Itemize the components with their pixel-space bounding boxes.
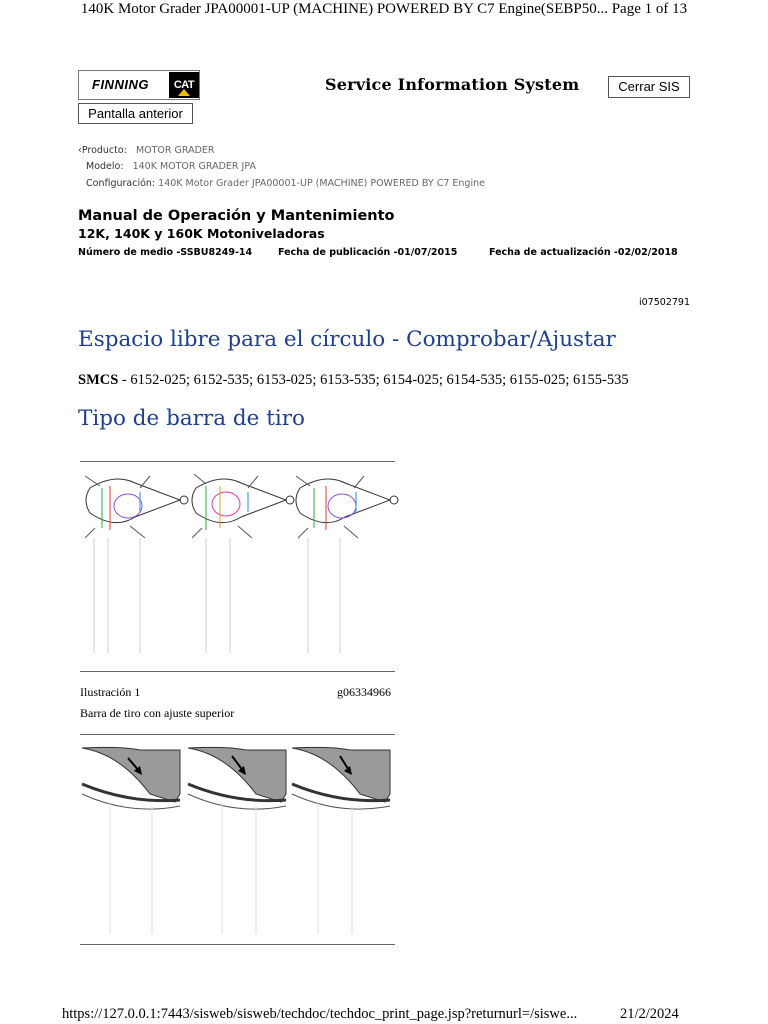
update-date: Fecha de actualización -02/02/2018 [489,247,678,258]
figure-top-rule [80,461,395,462]
previous-screen-button[interactable]: Pantalla anterior [78,103,193,124]
drawbar-illustration [80,468,395,668]
page-title: Espacio libre para el círculo - Comprobar/Ajustar [78,327,616,352]
figure-label: Ilustración 1 [80,685,141,699]
product-value: MOTOR GRADER [135,145,215,156]
cat-logo [169,72,199,98]
figure-bottom-rule [80,671,395,672]
chevron-left-icon: ‹ [78,145,82,156]
cat-logo-text: CAT [173,79,195,91]
figure-caption: Barra de tiro con ajuste superior [80,706,235,720]
close-sis-button[interactable]: Cerrar SIS [608,76,690,98]
config-value: 140K Motor Grader JPA00001-UP (MACHINE) POWERED BY C7 Engine [158,178,485,189]
manual-title: Manual de Operación y Mantenimiento [78,208,395,224]
config-label: Configuración: [86,178,156,189]
model-value: 140K MOTOR GRADER JPA [132,161,256,172]
smcs-codes [78,372,629,389]
publication-date: Fecha de publicación -01/07/2015 [278,247,458,258]
model-label: Modelo: [86,161,124,172]
figure2-top-rule [80,734,395,735]
smcs-values: - 6152-025; 6152-535; 6153-025; 6153-535; 6154-025; 6154-535; 6155-025; 6155-535 [118,372,629,388]
media-number: Número de medio -SSBU8249-14 [78,247,253,258]
figure2-bottom-rule [80,944,395,945]
circle-view-1 [82,747,180,934]
drawbar-view-1 [85,476,188,653]
smcs-label: SMCS [78,372,119,388]
manual-subtitle: 12K, 140K y 160K Motoniveladoras [78,226,325,241]
breadcrumb-configuration [86,178,485,189]
section-heading: Tipo de barra de tiro [78,406,305,431]
print-footer-url: https://127.0.0.1:7443/sisweb/sisweb/techdoc/techdoc_print_page.jsp?returnurl=/siswe... [62,1006,578,1022]
cat-triangle-icon [178,89,190,96]
drawbar-view-2 [192,474,294,653]
document-id: i07502791 [639,297,690,308]
product-label: Producto: [81,145,127,156]
circle-view-3 [292,747,390,934]
breadcrumb-product [78,145,215,156]
sis-title: Service Information System [325,75,580,94]
circle-adjustment-illustration [80,744,395,939]
print-footer-date: 21/2/2024 [620,1006,679,1022]
finning-logo-text: FINNING [92,77,149,92]
figure-id: g06334966 [337,685,391,699]
breadcrumb-model [86,161,256,172]
drawbar-view-3 [296,476,398,653]
print-header: 140K Motor Grader JPA00001-UP (MACHINE) POWERED BY C7 Engine(SEBP50... Page 1 of 13 [80,1,688,17]
circle-view-2 [188,747,286,934]
